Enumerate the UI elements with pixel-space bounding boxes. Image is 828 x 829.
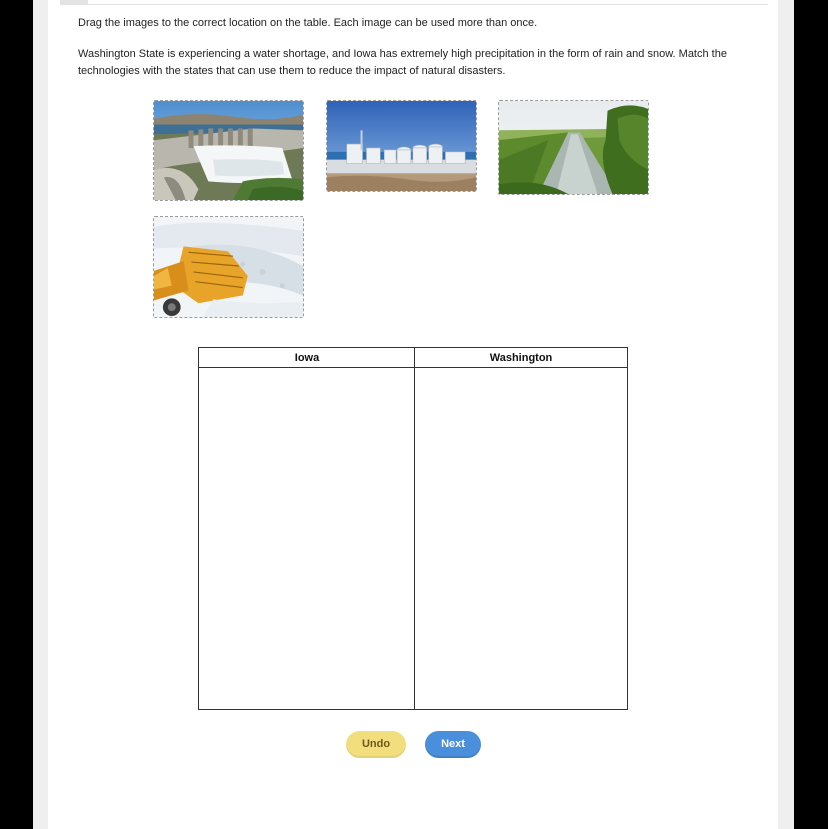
canal-image (499, 101, 648, 194)
instruction-text: Drag the images to the correct location on the table. Each image can be used more than once. (78, 17, 538, 29)
draggable-tile-dam[interactable] (153, 100, 304, 201)
drop-zone-washington[interactable] (415, 368, 627, 709)
desalination-plant-image (327, 101, 476, 191)
drop-zone-iowa[interactable] (199, 368, 414, 709)
undo-button[interactable]: Undo (346, 731, 406, 758)
next-button[interactable]: Next (425, 731, 481, 758)
dam-spillway-image (154, 101, 303, 200)
question-prompt: Washington State is experiencing a water shortage, and Iowa has extremely high precipitation in the form of rain and snow. Match the technologies with the states that can use them to reduce the impact of natural disasters. (78, 48, 727, 77)
top-divider (60, 4, 768, 5)
column-header-washington: Washington (415, 348, 627, 368)
drop-table (198, 347, 628, 710)
draggable-tile-desalination-plant[interactable] (326, 100, 477, 192)
column-header-iowa: Iowa (199, 348, 415, 368)
draggable-tile-snowplow[interactable] (153, 216, 304, 318)
snowplow-image (154, 217, 303, 317)
draggable-tile-canal[interactable] (498, 100, 649, 195)
